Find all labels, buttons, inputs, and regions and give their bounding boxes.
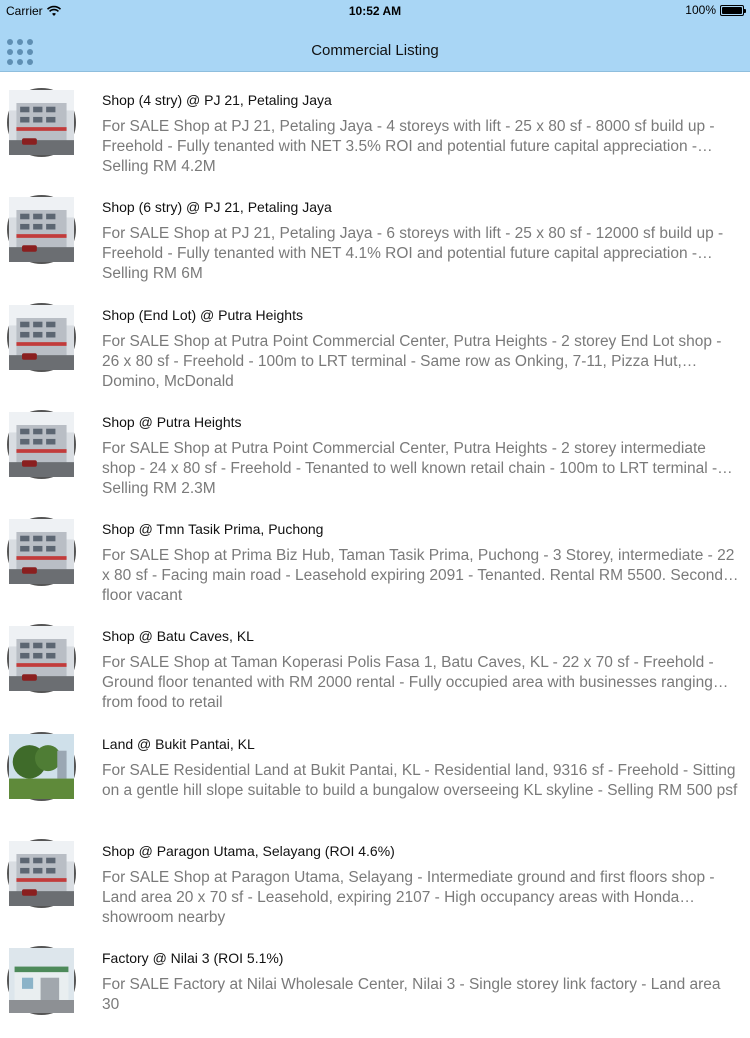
battery-icon bbox=[720, 5, 744, 16]
shoplot-building-photo bbox=[7, 88, 76, 157]
nav-bar bbox=[0, 22, 750, 72]
listing-description: For SALE Factory at Nilai Wholesale Center, Nilai 3 - Single storey link factory - Land area 30 bbox=[102, 976, 721, 1014]
list-item[interactable] bbox=[0, 608, 750, 715]
list-item[interactable] bbox=[0, 716, 750, 823]
listing-description: For SALE Shop at Paragon Utama, Selayang - Intermediate ground and first floors shop - Land area 20 x 70 sf - Leasehold, expiring 2107 - High occupancy areas with Honda showroom nearby bbox=[102, 869, 715, 927]
listing-title: Factory @ Nilai 3 (ROI 5.1%) bbox=[102, 950, 284, 967]
listing-description: For SALE Shop at PJ 21, Petaling Jaya - 4 storeys with lift - 25 x 80 sf - 8000 sf build up - Freehold - Fully tenanted with NET 3.5% ROI and potential future capital appreciation - Selling RM 4.2M bbox=[102, 118, 715, 175]
list-item[interactable] bbox=[0, 930, 750, 1037]
carrier-label: Carrier bbox=[6, 4, 43, 18]
listing-title: Shop @ Paragon Utama, Selayang (ROI 4.6%) bbox=[102, 843, 395, 860]
listing-title: Shop (6 stry) @ PJ 21, Petaling Jaya bbox=[102, 199, 332, 216]
land-trees-photo bbox=[7, 732, 76, 801]
shoplot-building-photo bbox=[7, 624, 76, 693]
listing-description: For SALE Shop at Putra Point Commercial Center, Putra Heights - 2 storey intermediate shop - 24 x 80 sf - Freehold - Tenanted to well known retail chain - 100m to LRT terminal - Selling RM 2.3M bbox=[102, 439, 718, 497]
list-item[interactable] bbox=[0, 179, 750, 286]
listing-list bbox=[0, 72, 750, 1038]
list-item[interactable] bbox=[0, 501, 750, 608]
listing-description: For SALE Shop at Taman Koperasi Polis Fasa 1, Batu Caves, KL - 22 x 70 sf - Freehold - Ground floor tenanted with RM 2000 rental - Fully occupied area with businesses ranging from food to retail bbox=[102, 654, 714, 712]
shoplot-building-photo bbox=[7, 410, 76, 479]
listing-title: Shop @ Tmn Tasik Prima, Puchong bbox=[102, 521, 324, 538]
shoplot-building-photo bbox=[7, 839, 76, 908]
listing-description: For SALE Residential Land at Bukit Pantai, KL - Residential land, 9316 sf - Freehold - Sitting on a gentle hill slope suitable to build a bungalow overseeing KL skyline - Selling RM 500 psf bbox=[102, 761, 738, 799]
listing-title: Shop (End Lot) @ Putra Heights bbox=[102, 306, 303, 323]
list-item[interactable] bbox=[0, 72, 750, 179]
listing-description: For SALE Shop at PJ 21, Petaling Jaya - 6 storeys with lift - 25 x 80 sf - 12000 sf build up - Freehold - Fully tenanted with NET 4.1% ROI and potential future capital appreciation - Selling RM 6M bbox=[102, 225, 724, 283]
status-bar bbox=[0, 0, 750, 22]
battery-percent: 100% bbox=[685, 3, 716, 17]
status-time: 10:52 AM bbox=[348, 4, 402, 18]
battery-group bbox=[685, 3, 744, 17]
listing-title: Land @ Bukit Pantai, KL bbox=[102, 735, 255, 752]
listing-title: Shop @ Batu Caves, KL bbox=[102, 628, 254, 645]
shoplot-building-photo bbox=[7, 303, 76, 372]
listing-description: For SALE Shop at Prima Biz Hub, Taman Tasik Prima, Puchong - 3 Storey, intermediate - 22 x 80 sf - Facing main road - Leasehold expiring 2091 - Tenanted. Rental RM 5500. Second floor vacant bbox=[102, 547, 735, 605]
factory-building-photo bbox=[7, 946, 76, 1015]
listing-title: Shop @ Putra Heights bbox=[102, 413, 242, 430]
shoplot-building-photo bbox=[7, 517, 76, 586]
listing-description: For SALE Shop at Putra Point Commercial Center, Putra Heights - 2 storey End Lot shop - 26 x 80 sf - Freehold - 100m to LRT terminal - Same row as Onking, 7-11, Pizza Hut, Domino, McDonald bbox=[102, 332, 722, 390]
listing-title: Shop (4 stry) @ PJ 21, Petaling Jaya bbox=[102, 92, 332, 108]
list-item[interactable] bbox=[0, 823, 750, 930]
shoplot-building-photo bbox=[7, 195, 76, 264]
list-item[interactable] bbox=[0, 394, 750, 501]
page-title: Commercial Listing bbox=[311, 42, 439, 59]
list-item[interactable] bbox=[0, 287, 750, 394]
